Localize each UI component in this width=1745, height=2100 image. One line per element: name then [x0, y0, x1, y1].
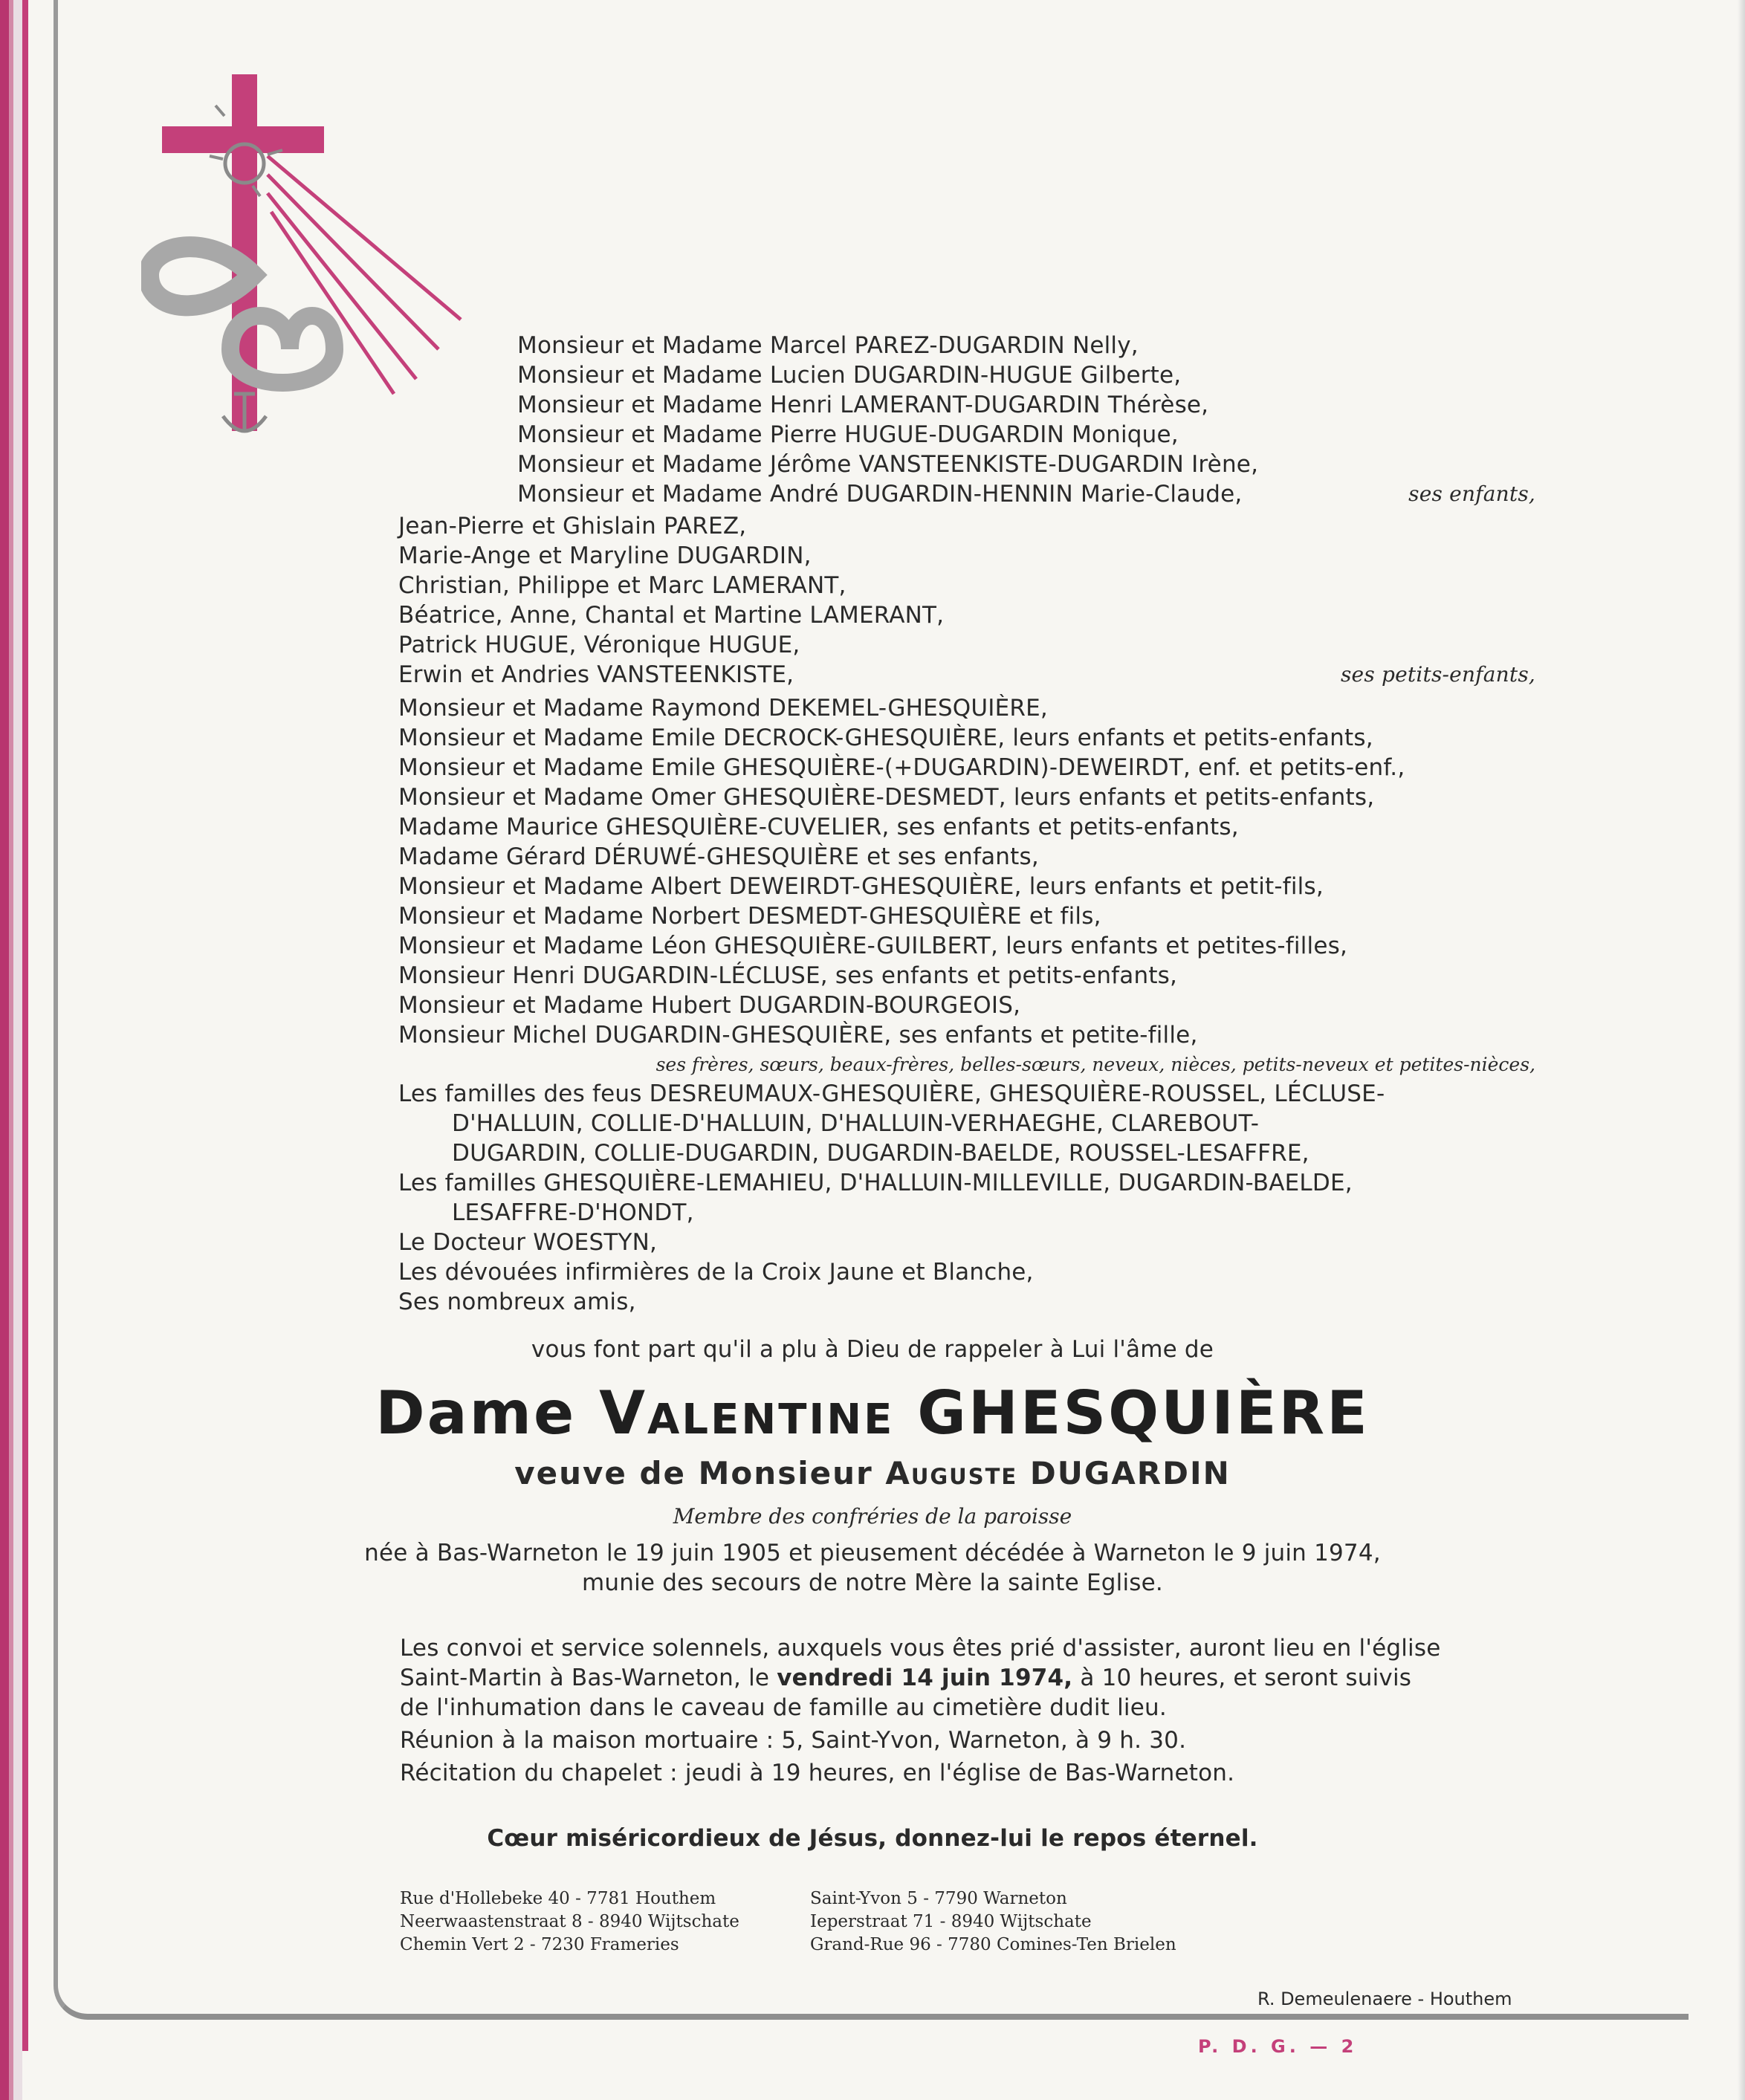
- child-line: Monsieur et Madame Pierre HUGUE-DUGARDIN Monique,: [517, 421, 1179, 448]
- address-line: Saint-Yvon 5 - 7790 Warneton: [810, 1889, 1067, 1908]
- children-block: [517, 331, 1535, 509]
- child-line: Monsieur et Madame Lucien DUGARDIN-HUGUE Gilberte,: [517, 362, 1182, 389]
- addresses-right: [810, 1887, 1176, 1957]
- deceased-last-name: GHESQUIÈRE: [917, 1378, 1370, 1448]
- sibling-line: Monsieur et Madame Omer GHESQUIÈRE-DESMEDT, leurs enfants et petits-enfants,: [398, 784, 1375, 811]
- grandchild-line: Béatrice, Anne, Chantal et Martine LAMERANT,: [398, 602, 945, 629]
- family-line: LESAFFRE-D'HONDT,: [452, 1199, 694, 1226]
- children-tag: ses enfants,: [1408, 482, 1535, 506]
- service-date: vendredi 14 juin 1974,: [777, 1665, 1073, 1691]
- family-line: Les dévouées infirmières de la Croix Jaune et Blanche,: [398, 1259, 1034, 1286]
- prayer-line: Cœur miséricordieux de Jésus, donnez-lui le repos éternel.: [487, 1825, 1258, 1852]
- page-code: P. D. G. — 2: [1198, 2036, 1358, 2057]
- address-line: Ieperstraat 71 - 8940 Wijtschate: [810, 1912, 1092, 1931]
- siblings-tag: ses frères, sœurs, beaux-frères, belles-sœurs, neveux, nièces, petits-neveux et petites-nièces,: [655, 1054, 1535, 1075]
- husband-first-name: Auguste: [885, 1455, 1018, 1491]
- sibling-line: Monsieur Henri DUGARDIN-LÉCLUSE, ses enfants et petits-enfants,: [398, 962, 1178, 989]
- sibling-line: Monsieur et Madame Emile GHESQUIÈRE-(+DUGARDIN)-DEWEIRDT, enf. et petits-enf.,: [398, 754, 1405, 781]
- cross-alpha-omega-icon: [141, 67, 468, 453]
- family-line: DUGARDIN, COLLIE-DUGARDIN, DUGARDIN-BAELDE, ROUSSEL-LESAFFRE,: [452, 1140, 1309, 1167]
- role-line: Membre des confréries de la paroisse: [673, 1504, 1072, 1529]
- sacraments-line: munie des secours de notre Mère la sainte Eglise.: [582, 1569, 1163, 1596]
- sibling-line: Monsieur Michel DUGARDIN-GHESQUIÈRE, ses enfants et petite-fille,: [398, 1022, 1198, 1049]
- addresses-left: [400, 1887, 739, 1957]
- grandchild-line: Patrick HUGUE, Véronique HUGUE,: [398, 632, 800, 658]
- child-line: Monsieur et Madame Jérôme VANSTEENKISTE-DUGARDIN Irène,: [517, 451, 1259, 478]
- family-line: Ses nombreux amis,: [398, 1289, 636, 1315]
- service-place: Saint-Martin à Bas-Warneton, le: [400, 1665, 770, 1691]
- family-line: D'HALLUIN, COLLIE-D'HALLUIN, D'HALLUIN-VERHAEGHE, CLAREBOUT-: [452, 1110, 1260, 1137]
- rosary-line: Récitation du chapelet : jeudi à 19 heures, en l'église de Bas-Warneton.: [400, 1760, 1235, 1786]
- sibling-line: Madame Gérard DÉRUWÉ-GHESQUIÈRE et ses enfants,: [398, 843, 1039, 870]
- printer-credit: R. Demeulenaere - Houthem: [1257, 1989, 1512, 2009]
- grandchild-line: Erwin et Andries VANSTEENKISTE,: [398, 661, 794, 688]
- sibling-line: Monsieur et Madame Norbert DESMEDT-GHESQUIÈRE et fils,: [398, 903, 1101, 930]
- service-time: à 10 heures, et seront suivis: [1080, 1665, 1412, 1691]
- child-line: Monsieur et Madame Marcel PAREZ-DUGARDIN Nelly,: [517, 332, 1139, 359]
- grandchildren-block: [398, 511, 1535, 690]
- birth-death-line: née à Bas-Warneton le 19 juin 1905 et pieusement décédée à Warneton le 9 juin 1974,: [364, 1540, 1381, 1566]
- left-magenta-stripe: [22, 0, 28, 2051]
- service-line-3: de l'inhumation dans le caveau de famille au cimetière dudit lieu.: [400, 1694, 1167, 1721]
- sibling-line: Monsieur et Madame Raymond DEKEMEL-GHESQUIÈRE,: [398, 695, 1048, 722]
- family-line: Les familles GHESQUIÈRE-LEMAHIEU, D'HALLUIN-MILLEVILLE, DUGARDIN-BAELDE,: [398, 1170, 1353, 1196]
- sibling-line: Monsieur et Madame Hubert DUGARDIN-BOURGEOIS,: [398, 992, 1021, 1019]
- widow-prefix: veuve de Monsieur: [514, 1455, 873, 1491]
- families-block: [398, 1079, 1535, 1317]
- sibling-line: Monsieur et Madame Léon GHESQUIÈRE-GUILBERT, leurs enfants et petites-filles,: [398, 933, 1348, 959]
- gathering-line: Réunion à la maison mortuaire : 5, Saint-Yvon, Warneton, à 9 h. 30.: [400, 1727, 1187, 1754]
- grandchild-line: Jean-Pierre et Ghislain PAREZ,: [398, 513, 747, 539]
- deceased-prefix: Dame: [375, 1378, 577, 1448]
- service-line-2: [400, 1663, 1411, 1693]
- family-line: Les familles des feus DESREUMAUX-GHESQUIÈRE, GHESQUIÈRE-ROUSSEL, LÉCLUSE-: [398, 1080, 1385, 1107]
- left-edge-band: [0, 0, 22, 2100]
- sibling-line: Monsieur et Madame Emile DECROCK-GHESQUIÈRE, leurs enfants et petits-enfants,: [398, 725, 1373, 751]
- deceased-first-name: Valentine: [599, 1378, 895, 1448]
- address-line: Rue d'Hollebeke 40 - 7781 Houthem: [400, 1889, 716, 1908]
- grandchildren-tag: ses petits-enfants,: [1340, 662, 1535, 687]
- deceased-name: [0, 1378, 1745, 1448]
- husband-last-name: DUGARDIN: [1029, 1455, 1231, 1491]
- address-line: Chemin Vert 2 - 7230 Frameries: [400, 1935, 679, 1954]
- announcement-line: vous font part qu'il a plu à Dieu de rappeler à Lui l'âme de: [531, 1336, 1214, 1363]
- right-edge-shadow: [1738, 0, 1745, 2100]
- grandchild-line: Marie-Ange et Maryline DUGARDIN,: [398, 542, 812, 569]
- grandchild-line: Christian, Philippe et Marc LAMERANT,: [398, 572, 846, 599]
- child-line: Monsieur et Madame Henri LAMERANT-DUGARDIN Thérèse,: [517, 392, 1209, 418]
- family-line: Le Docteur WOESTYN,: [398, 1229, 658, 1256]
- siblings-block: [398, 693, 1535, 1080]
- service-line-1: Les convoi et service solennels, auxquels vous êtes prié d'assister, auront lieu en l'église: [400, 1635, 1441, 1662]
- sibling-line: Monsieur et Madame Albert DEWEIRDT-GHESQUIÈRE, leurs enfants et petit-fils,: [398, 873, 1324, 900]
- sibling-line: Madame Maurice GHESQUIÈRE-CUVELIER, ses enfants et petits-enfants,: [398, 814, 1239, 840]
- widow-line: [0, 1455, 1745, 1491]
- address-line: Neerwaastenstraat 8 - 8940 Wijtschate: [400, 1912, 739, 1931]
- child-line: Monsieur et Madame André DUGARDIN-HENNIN Marie-Claude,: [517, 481, 1243, 508]
- address-line: Grand-Rue 96 - 7780 Comines-Ten Brielen: [810, 1935, 1176, 1954]
